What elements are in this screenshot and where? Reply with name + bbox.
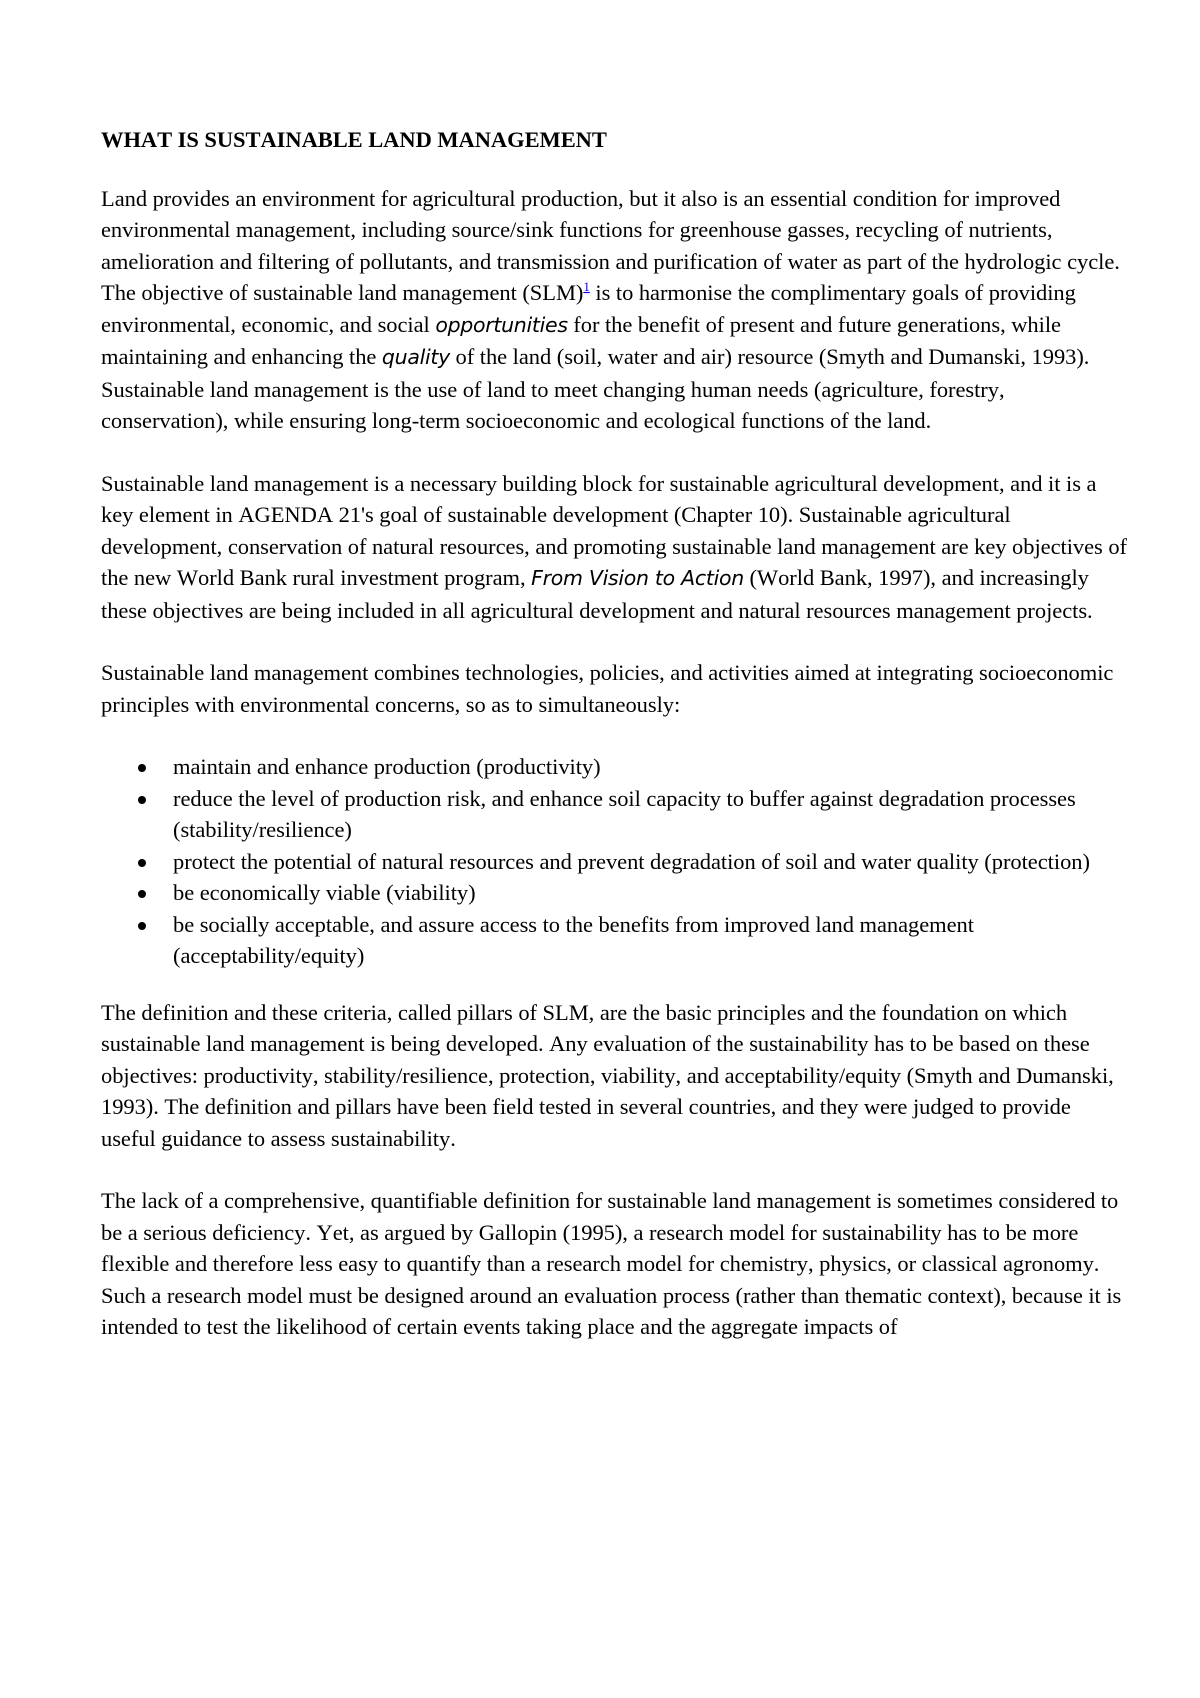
paragraph-agenda-text-2: (World Bank, 1997), and increasingly these objectives are being included in all agricultural development and natural resources management projects. bbox=[101, 565, 1093, 623]
document-page bbox=[101, 124, 1131, 1374]
list-item-text: maintain and enhance production (productivity) bbox=[173, 754, 601, 779]
bullet-icon bbox=[138, 796, 146, 804]
footnote-link[interactable]: 1 bbox=[583, 279, 590, 294]
list-item-text: be economically viable (viability) bbox=[173, 880, 476, 905]
emphasis-program-title: From Vision to Action bbox=[531, 566, 744, 590]
paragraph-combines: Sustainable land management combines technologies, policies, and activities aimed at integrating socioeconomic principles with environmental concerns, so as to simultaneously: bbox=[101, 660, 1114, 717]
paragraph-intro-text-2: is to harmonise the complimentary goals of providing environmental, economic, and social bbox=[101, 280, 1076, 337]
list-item-text: reduce the level of production risk, and enhance soil capacity to buffer against degradation processes (stability/resilience) bbox=[173, 785, 1076, 842]
bullet-icon bbox=[138, 890, 146, 898]
list-item bbox=[173, 846, 1131, 878]
list-item bbox=[173, 783, 1131, 846]
list-item bbox=[173, 751, 1131, 783]
document-title: WHAT IS SUSTAINABLE LAND MANAGEMENT bbox=[101, 127, 607, 152]
paragraph-intro bbox=[101, 183, 1131, 437]
paragraph-agenda-text-1: Sustainable land management is a necessary building block for sustainable agricultural development, and it is a key element in AGENDA 21's goal of sustainable development (Chapter 10). Sustainable agricultural development, conservation of natural resources, and promoting sustainable land management are key objectives of the new World Bank rural investment program, bbox=[101, 470, 1127, 590]
paragraph-intro-text-3: for the benefit of present and future generations, while maintaining and enhancing the bbox=[101, 311, 1061, 369]
paragraph-intro-text-1: Land provides an environment for agricultural production, but it also is an essential condition for improved environmental management, including source/sink functions for greenhouse gasses, recycling of nutrients, amelioration and filtering of pollutants, and transmission and purification of water as part of the hydrologic cycle. The objective of sustainable land management (SLM) bbox=[101, 185, 1120, 305]
bullet-icon bbox=[138, 764, 146, 772]
bullet-icon bbox=[138, 859, 146, 867]
bullet-icon bbox=[138, 922, 146, 930]
emphasis-opportunities: opportunities bbox=[435, 312, 568, 337]
emphasis-quality: quality bbox=[381, 345, 450, 369]
list-item bbox=[173, 909, 1131, 972]
paragraph-definition: The definition and these criteria, called pillars of SLM, are the basic principles and the foundation on which sustainable land management is being developed. Any evaluation of the sustainability has to be based on these objectives: productivity, stability/resilience, protection, viability, and acceptability/equity (Smyth and Dumanski, 1993). The definition and pillars have been field tested in several countries, and they were judged to provide useful guidance to assess sustainability. bbox=[101, 999, 1114, 1151]
list-item-text: be socially acceptable, and assure access to the benefits from improved land management (acceptability/equity) bbox=[173, 911, 974, 968]
list-item-text: protect the potential of natural resources and prevent degradation of soil and water quality (protection) bbox=[173, 848, 1090, 874]
paragraph-agenda bbox=[101, 468, 1131, 627]
paragraph-lack: The lack of a comprehensive, quantifiable definition for sustainable land management is sometimes considered to be a serious deficiency. Yet, as argued by Gallopin (1995), a research model for sustainability has to be more flexible and therefore less easy to quantify than a research model for chemistry, physics, or classical agronomy. Such a research model must be designed around an evaluation process (rather than thematic context), because it is intended to test the likelihood of certain events taking place and the aggregate impacts of bbox=[101, 1188, 1122, 1339]
paragraph-intro-text-4: of the land (soil, water and air) resource (Smyth and Dumanski, 1993). Sustainable land management is the use of land to meet changing human needs (agriculture, forestry, conservation), while ensuring long-term socioeconomic and ecological functions of the land. bbox=[101, 344, 1090, 433]
pillars-list bbox=[101, 751, 1131, 972]
list-item bbox=[173, 877, 1131, 909]
